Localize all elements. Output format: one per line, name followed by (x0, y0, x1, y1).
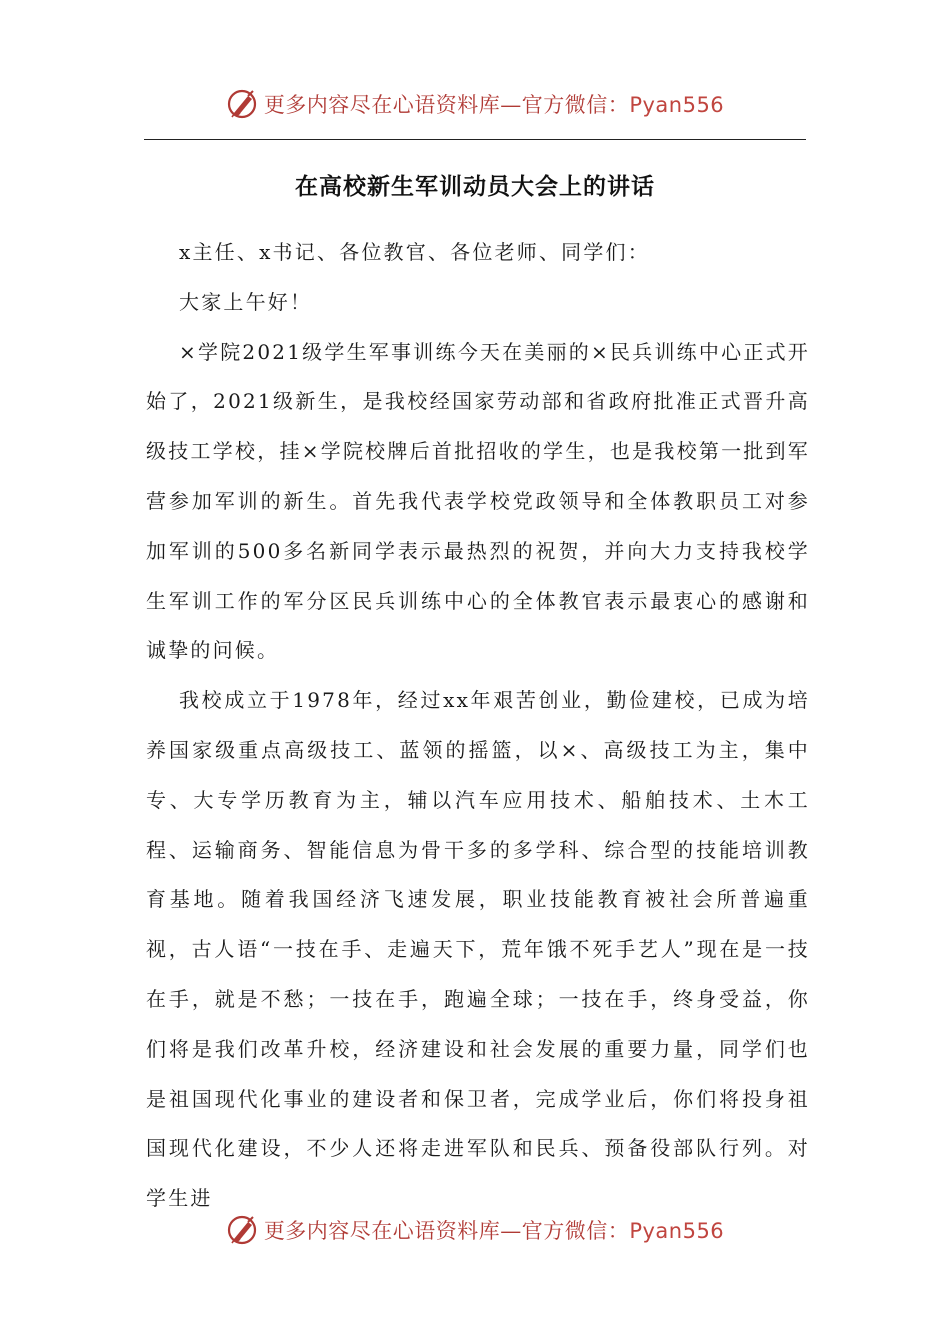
header-divider (144, 139, 806, 140)
greeting: 大家上午好！ (179, 289, 313, 314)
salutation: x主任、x书记、各位教官、各位老师、同学们： (179, 240, 650, 264)
document-body (146, 228, 810, 1224)
paragraph: ×学院2021级学生军事训练今天在美丽的×民兵训练中心正式开始了，2021级新生，是我校经国家劳动部和省政府批准正式晋升高级技工学校，挂×学院校牌后首批招收的学生，也是我校第一批到军营参加军训的新生。首先我代表学校党政领导和全体教职员工对参加军训的500多名新同学表示最热烈的祝贺，并向大力支持我校学生军训工作的军分区民兵训练中心的全体教官表示最衷心的感谢和诚挚的问候。 (146, 339, 810, 663)
pen-logo-icon (226, 87, 260, 121)
watermark-text (264, 89, 724, 119)
paragraph: 我校成立于1978年，经过xx年艰苦创业，勤俭建校，已成为培养国家级重点高级技工、蓝领的摇篮，以×、高级技工为主，集中专、大专学历教育为主，辅以汽车应用技术、船舶技术、土木工程、运输商务、智能信息为骨干多的多学科、综合型的技能培训教育基地。随着我国经济飞速发展，职业技能教育被社会所普遍重视，古人语“一技在手、走遍天下，荒年饿不死手艺人”现在是一技在手，就是不愁；一技在手，跑遍全球；一技在手，终身受益，你们将是我们改革升校，经济建设和社会发展的重要力量，同学们也是祖国现代化事业的建设者和保卫者，完成学业后，你们将投身祖国现代化建设，不少人还将走进军队和民兵、预备役部队行列。对学生进 (146, 688, 810, 1211)
watermark-id: Pyan556 (629, 1219, 725, 1243)
pen-logo-icon (226, 1213, 260, 1247)
watermark-prefix: 更多内容尽在心语资料库—官方微信： (263, 93, 630, 117)
watermark-prefix: 更多内容尽在心语资料库—官方微信： (263, 1219, 630, 1243)
watermark-text (264, 1215, 724, 1245)
document-title: 在高校新生军训动员大会上的讲话 (295, 173, 655, 200)
header-watermark (0, 84, 950, 124)
watermark-id: Pyan556 (629, 93, 725, 117)
footer-watermark (0, 1210, 950, 1250)
